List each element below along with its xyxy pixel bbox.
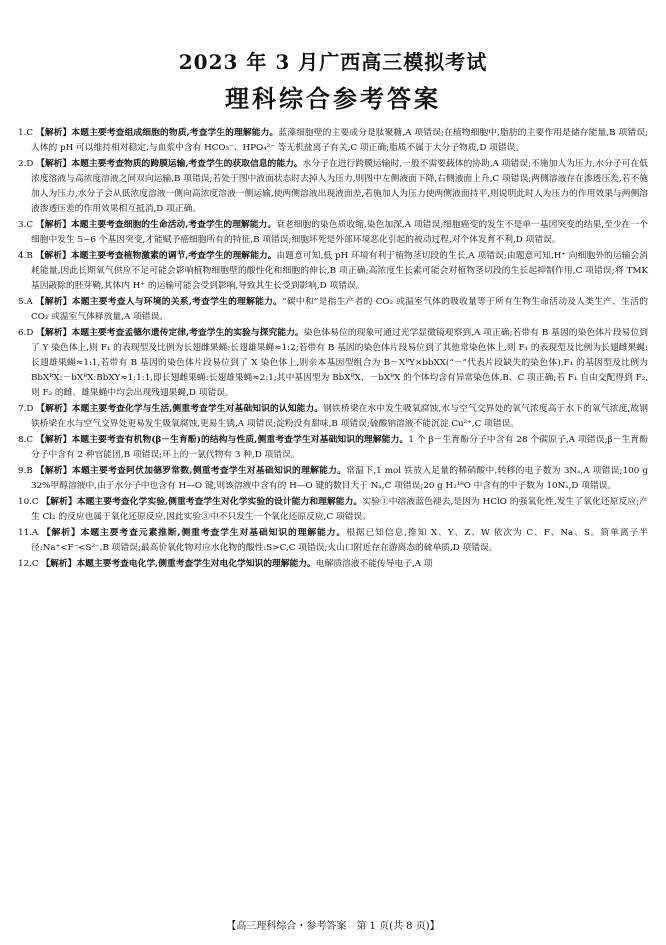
page-footer: 【高三理科综合・参考答案 第 1 页(共 8 页)】 bbox=[226, 921, 440, 932]
analysis-focus: 本题主要考查组成细胞的物质,考查学生的理解能力。 bbox=[71, 128, 279, 138]
answer-number: 5.A bbox=[18, 297, 33, 307]
analysis-text: 蓝藻细胞壁的主要成分是肽聚糖,A 项错误;在植物细胞中,脂肪的主要作用是储存能量,B 项错误;人体的 pH 可以维持相对稳定,与血浆中含有 HCO₃⁻、HPO₄²⁻ 等无机盐离子有关,C 项正确;脂质不属于大分子物质,D 项错误。 bbox=[31, 128, 649, 153]
analysis-tag: 【解析】 bbox=[35, 220, 72, 230]
analysis-tag: 【解析】 bbox=[35, 251, 71, 261]
analysis-focus: 本题主要考查电化学,侧重考查学生对电化学知识的理解能力。 bbox=[76, 559, 316, 569]
analysis-focus: 本题主要考查孟德尔遗传定律,考查学生的实验与探究能力。 bbox=[71, 328, 304, 338]
analysis-text: “碳中和”是指生产者的 CO₂ 或温室气体的吸收量等于所有生物生命活动及人类生产、生活的 CO₂ 或温室气体释放量,A 项错误。 bbox=[31, 297, 649, 322]
analysis-text: 染色体易位的现象可通过光学显微镜观察到,A 项正确;若带有 B 基因的染色体片段易位到了 Y 染色体上,则 F₁ 的表现型及比例为长翅雌果蝇:长翅雄果蝇≈1:2;若带有 B 基因的染色体片段易位到了其他常染色体上,则 F₁ 的表现型及比例为长翅雌果蝇:长翅雄果蝇≈1:1,若带有 B 基因的染色体片段易位到了 X 染色体上,则亲本基因型组合为 B－XᴮY×bbXX(“－”代表片段缺失的染色体),F₁ 的基因型及比例为 BbXᴮX:－bXᴮX:BbXY≈1:1:1,即长翅雌果蝇:长翅雄果蝇≈2:1;其中基因型为 BbXᴮX、－bXᴮX 的个体均含有异常染色体,B、C 项正确;若 F₁ 自由交配得到 F₂,则 F₂ 的雌、雄果蝇中均会出现残翅果蝇,D 项错误。 bbox=[31, 328, 649, 398]
answer-number: 3.C bbox=[18, 220, 34, 230]
analysis-tag: 【解析】 bbox=[36, 159, 72, 169]
answer-item-9 bbox=[18, 464, 648, 494]
answer-number: 8.C bbox=[18, 435, 34, 445]
answer-number: 11.A bbox=[18, 528, 39, 538]
analysis-tag: 【解析】 bbox=[41, 559, 77, 569]
analysis-focus: 本题主要考查化学与生活,侧重考查学生对基础知识的认知能力。 bbox=[71, 404, 324, 414]
analysis-focus: 本题主要考查植物激素的调节,考查学生的理解能力。 bbox=[70, 251, 277, 261]
analysis-text: 钢铁桥梁在水中发生吸氧腐蚀,水与空气交界处的氧气浓度高于水下的氧气浓度,故钢铁桥梁在水与空气交界处更易发生吸氧腐蚀,更易生锈,A 项错误;淀粉没有甜味,B 项错误;硫酸钠溶液不能沉淀 Cu²⁺,C 项错误。 bbox=[31, 404, 649, 429]
answer-item-12 bbox=[18, 557, 648, 572]
answer-item-2 bbox=[18, 157, 648, 217]
analysis-tag: 【解析】 bbox=[35, 435, 72, 445]
answer-number: 2.D bbox=[18, 159, 34, 169]
analysis-focus: 本题主要考查化学实验,侧重考查学生对化学实验的设计能力和理解能力。 bbox=[76, 497, 363, 507]
analysis-focus: 本题主要考查元素推断,侧重考查学生对基础知识的理解能力。 bbox=[80, 528, 347, 538]
analysis-text: 1 个 β－生育酚分子中含有 28 个碳原子,A 项错误;β－生育酚分子中含有 2 种官能团,B 项错误;环上的一氯代物有 3 种,D 项错误。 bbox=[31, 435, 648, 460]
answer-item-6 bbox=[18, 326, 648, 401]
analysis-focus: 本题主要考查细胞的生命活动,考查学生的理解能力。 bbox=[71, 220, 277, 230]
analysis-focus: 本题主要考查阿伏加德罗常数,侧重考查学生对基础知识的理解能力。 bbox=[71, 466, 347, 476]
analysis-text: 水分子在进行跨膜运输时,一般不需要载体的协助,A 项错误;不施加人为压力,水分子可在低浓度溶液与高浓度溶液之间双向运输,B 项错误;若处于图中液面状态时去掉人为压力,则图中左侧液面下降,右侧液面上升,C 项错误;两侧溶液存在渗透压差,若不施加人为压力,水分子会从低浓度溶液一侧向高浓度溶液一侧运输,使两侧溶液出现液面差,若施加人为压力使两侧液面持平,则说明此时人为压力的作用效果与两侧溶液渗透压差的作用效果相互抵消,D 项正确。 bbox=[31, 159, 648, 214]
answer-number: 10.C bbox=[18, 497, 39, 507]
answer-item-3 bbox=[18, 218, 648, 248]
exam-title: 2023 年 3 月广西高三模拟考试 bbox=[178, 50, 488, 74]
analysis-tag: 【解析】 bbox=[35, 297, 72, 307]
answer-number: 1.C bbox=[18, 128, 34, 138]
answer-item-7 bbox=[18, 402, 648, 432]
analysis-tag: 【解析】 bbox=[36, 404, 72, 414]
analysis-text: 常温下,1 mol 铁放入足量的稀硝酸中,转移的电子数为 3Nₐ,A 项错误;100 g 32%甲醇溶液中,由于水分子中也含有 H—O 键,则该溶液中含有的 H—O 键的数目大于 Nₐ,C 项错误;20 g H₂¹⁸O 中含有的中子数为 10Nₐ,D 项错误。 bbox=[31, 466, 648, 491]
analysis-tag: 【解析】 bbox=[41, 497, 77, 507]
analysis-tag: 【解析】 bbox=[36, 328, 72, 338]
answer-item-4 bbox=[18, 249, 648, 294]
answer-item-11 bbox=[18, 526, 648, 556]
answer-number: 12.C bbox=[18, 559, 39, 569]
analysis-focus: 本题主要考查有机物(β－生育酚)的结构与性质,侧重考查学生对基础知识的理解能力。 bbox=[71, 435, 409, 445]
analysis-text: 电解质溶液不能传导电子,A 项 bbox=[315, 559, 433, 569]
analysis-tag: 【解析】 bbox=[35, 466, 72, 476]
answer-number: 4.B bbox=[18, 251, 33, 261]
analysis-text: 由题意可知,低 pH 环境有利于植物茎切段的生长,A 项错误;由题意可知,H⁺ 向细胞外的运输会消耗能量,因此长期氧气供应不足可能会影响植物细胞壁的酸性化和细胞的伸长,B 项正确;高浓度生长素可能会对植物茎切段的生长起抑制作用,C 项错误;将 TMK 基因敲除的胚芽鞘,其体内 H⁺ 的运输可能会受到影响,导致其生长受到影响,D 项错误。 bbox=[31, 251, 649, 291]
analysis-text: 实验①中溶液蓝色褪去,是因为 HClO 的强氧化性,发生了氧化还原反应;产生 Cl₂ 的反应也属于氧化还原反应,因此实验③中不只发生一个氧化还原反应,C 项错误。 bbox=[31, 497, 648, 522]
answer-item-5 bbox=[18, 295, 648, 325]
analysis-tag: 【解析】 bbox=[35, 128, 72, 138]
answer-number: 6.D bbox=[18, 328, 34, 338]
answer-title: 理科综合参考答案 bbox=[225, 84, 441, 113]
answer-number: 9.B bbox=[18, 466, 33, 476]
answer-item-1 bbox=[18, 126, 648, 156]
answer-item-10 bbox=[18, 495, 648, 525]
analysis-focus: 本题主要考查人与环境的关系,考查学生的理解能力。 bbox=[71, 297, 283, 307]
answer-item-8 bbox=[18, 433, 648, 463]
answer-number: 7.D bbox=[18, 404, 34, 414]
analysis-tag: 【解析】 bbox=[41, 528, 81, 538]
answer-list bbox=[18, 126, 648, 573]
analysis-text: 根据已知信息,推知 X、Y、Z、W 依次为 C、F、Na、S。简单离子半径:Na⁺<F⁻<S²⁻,B 项错误;最高价氧化物对应水化物的酸性:S>C,C 项错误;火山口附近存在游离态的硫单质,D 项错误。 bbox=[31, 528, 648, 553]
analysis-focus: 本题主要考查物质的跨膜运输,考查学生的获取信息的能力。 bbox=[71, 159, 303, 169]
analysis-text: 衰老细胞的染色质收缩,染色加深,A 项错误;细胞癌变的发生不是单一基因突变的结果,至少在一个细胞中发生 5~6 个基因突变,才能赋予癌细胞所有的特征,B 项错误;细胞坏死是外部环境恶化引起的被动过程,对个体发育不利,D 项错误。 bbox=[31, 220, 648, 245]
